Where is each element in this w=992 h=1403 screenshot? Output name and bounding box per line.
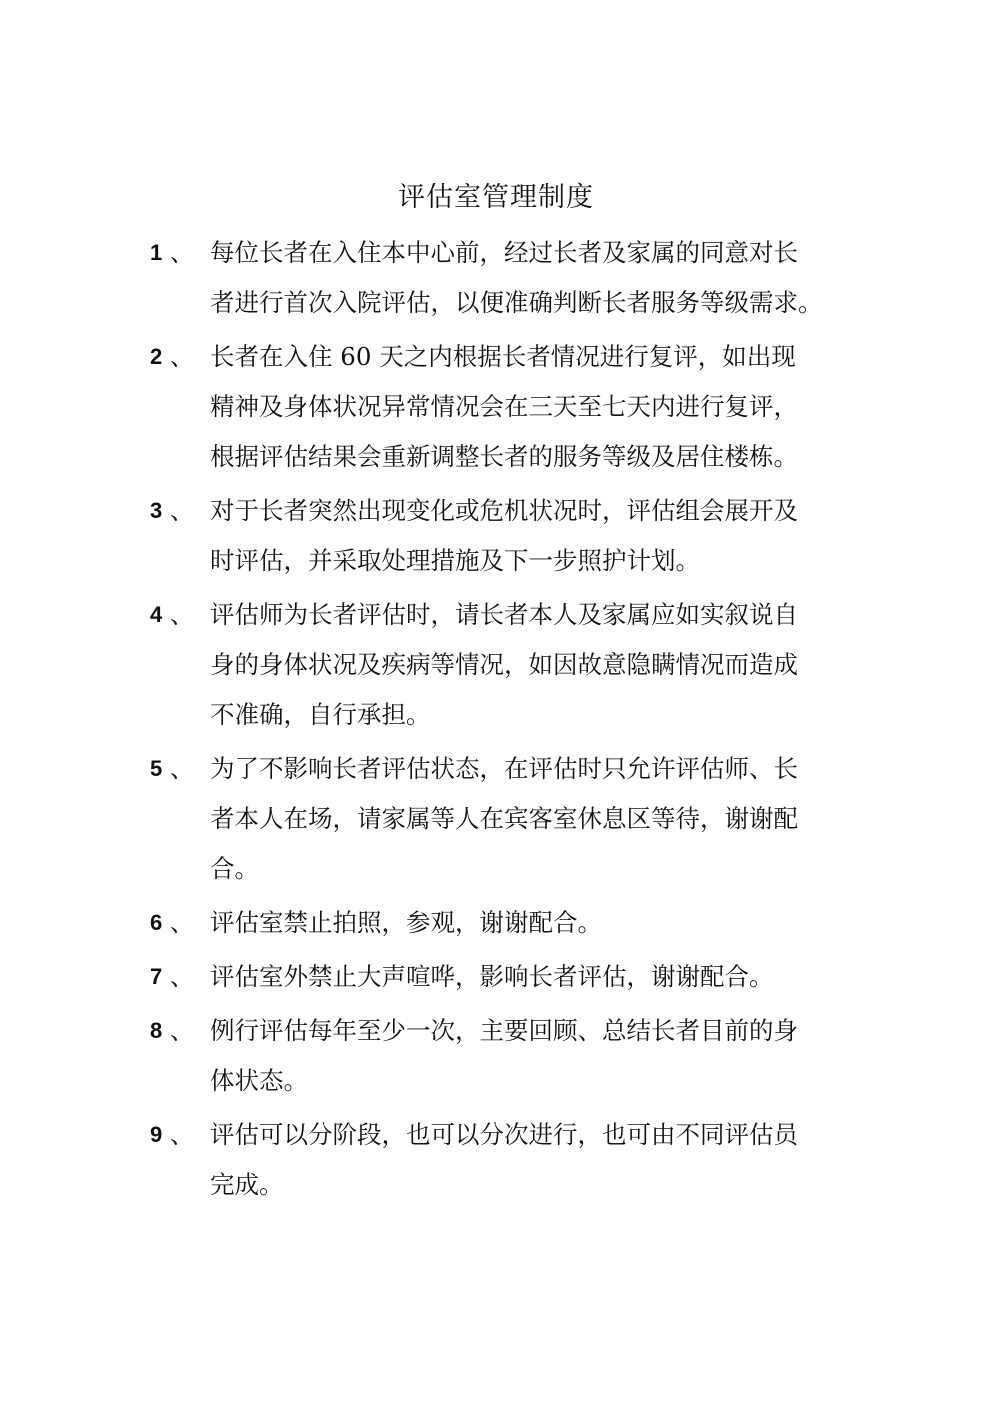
rule-line: 者进行首次入院评估，以便准确判断长者服务等级需求。 xyxy=(210,288,823,317)
rule-number: 2 xyxy=(150,344,163,369)
rule-item xyxy=(0,744,992,894)
rule-number: 6 xyxy=(150,910,163,935)
rule-item xyxy=(0,1110,992,1210)
rule-item xyxy=(0,332,992,482)
rule-number: 5 xyxy=(150,756,163,781)
rule-separator: 、 xyxy=(170,601,194,629)
rule-line: 评估室外禁止大声喧哗，影响长者评估，谢谢配合。 xyxy=(210,962,774,991)
rule-line: 者本人在场，请家属等人在宾客室休息区等待，谢谢配 xyxy=(210,804,798,833)
rule-item xyxy=(0,1006,992,1106)
rule-line: 评估师为长者评估时，请长者本人及家属应如实叙说自 xyxy=(210,600,798,629)
rule-line: 长者在入住 60 天之内根据长者情况进行复评，如出现 xyxy=(210,342,796,371)
rule-item xyxy=(0,898,992,948)
rule-item xyxy=(0,590,992,740)
rule-line: 时评估，并采取处理措施及下一步照护计划。 xyxy=(210,546,700,575)
rule-item xyxy=(0,486,992,586)
rule-number: 3 xyxy=(150,498,163,523)
rule-text xyxy=(210,332,850,482)
document-title: 评估室管理制度 xyxy=(398,182,594,213)
rule-separator: 、 xyxy=(170,755,194,783)
rule-line: 身的身体状况及疾病等情况，如因故意隐瞒情况而造成 xyxy=(210,650,798,679)
rule-item xyxy=(0,228,992,328)
rule-number: 7 xyxy=(150,964,163,989)
rule-separator: 、 xyxy=(170,497,194,525)
rule-separator: 、 xyxy=(170,239,194,267)
rule-separator: 、 xyxy=(170,343,194,371)
rule-item xyxy=(0,952,992,1002)
rule-number: 8 xyxy=(150,1018,163,1043)
rule-text xyxy=(210,228,850,328)
rule-line: 为了不影响长者评估状态，在评估时只允许评估师、长 xyxy=(210,754,798,783)
rule-line: 体状态。 xyxy=(210,1066,308,1095)
rule-line: 评估可以分阶段，也可以分次进行，也可由不同评估员 xyxy=(210,1120,798,1149)
rule-text xyxy=(210,486,850,586)
rule-number: 4 xyxy=(150,602,163,627)
rule-separator: 、 xyxy=(170,963,194,991)
rule-line: 完成。 xyxy=(210,1170,284,1199)
rule-separator: 、 xyxy=(170,1121,194,1149)
rule-number: 9 xyxy=(150,1122,163,1147)
rule-text xyxy=(210,1006,850,1106)
rule-text xyxy=(210,1110,850,1210)
rule-line: 根据评估结果会重新调整长者的服务等级及居住楼栋。 xyxy=(210,442,798,471)
rule-text xyxy=(210,744,850,894)
rule-separator: 、 xyxy=(170,1017,194,1045)
rule-number: 1 xyxy=(150,240,163,265)
rule-text xyxy=(210,590,850,740)
rule-text xyxy=(210,952,850,1002)
rules-list xyxy=(0,228,992,1214)
rule-line: 例行评估每年至少一次，主要回顾、总结长者目前的身 xyxy=(210,1016,798,1045)
rule-separator: 、 xyxy=(170,909,194,937)
rule-line: 对于长者突然出现变化或危机状况时，评估组会展开及 xyxy=(210,496,798,525)
rule-line: 每位长者在入住本中心前，经过长者及家属的同意对长 xyxy=(210,238,798,267)
rule-line: 精神及身体状况异常情况会在三天至七天内进行复评， xyxy=(210,392,798,421)
rule-line: 不准确，自行承担。 xyxy=(210,700,431,729)
rule-text xyxy=(210,898,850,948)
rule-line: 合。 xyxy=(210,854,259,883)
rule-line: 评估室禁止拍照，参观，谢谢配合。 xyxy=(210,908,602,937)
